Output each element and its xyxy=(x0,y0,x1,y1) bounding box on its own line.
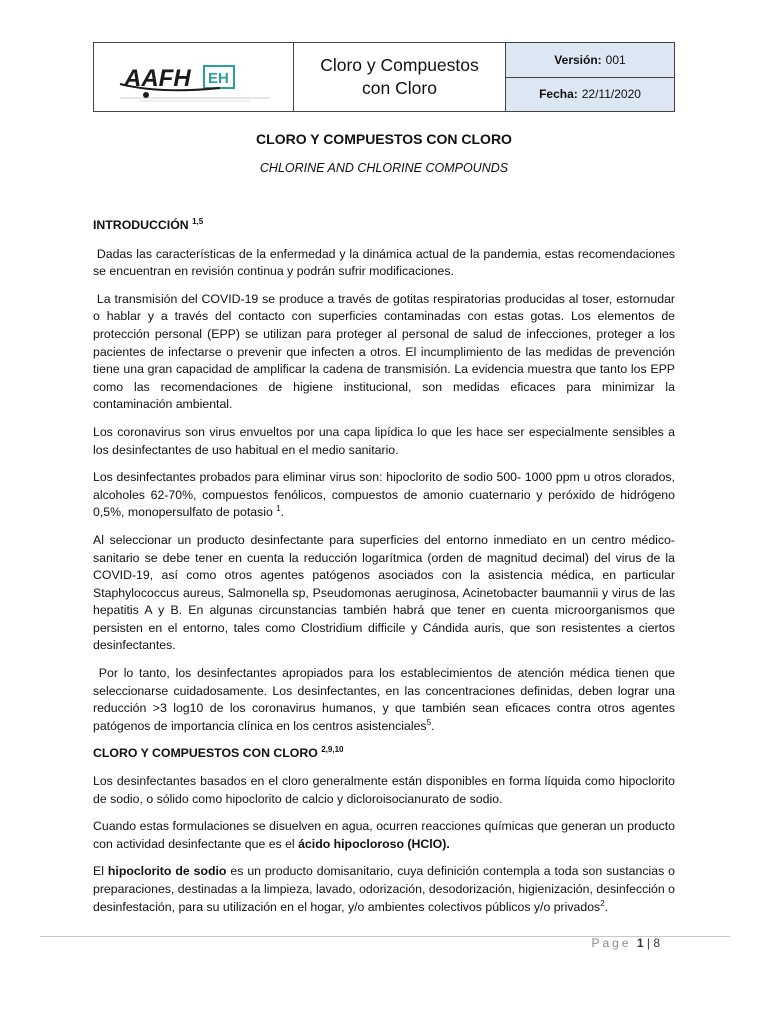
current-page: 1 xyxy=(636,936,644,950)
intro-heading: INTRODUCCIÓN $^{1,5}$ xyxy=(93,216,204,232)
p4-ref: 1 xyxy=(276,504,281,514)
document-title: CLORO Y COMPUESTOS CON CLORO xyxy=(256,131,512,147)
document-body xyxy=(93,217,675,926)
document-subtitle: CHLORINE AND CHLORINE COMPOUNDS xyxy=(259,161,509,175)
aafh-logo xyxy=(100,48,288,106)
chlorine-heading: CLORO Y COMPUESTOS CON CLORO $^{2,9,10}$ xyxy=(93,745,344,761)
hclo-term: ácido hipocloroso (HClO). xyxy=(298,836,450,851)
version-value: 001 xyxy=(605,52,626,67)
logo-cell xyxy=(94,43,294,111)
logo-text: AAFH xyxy=(124,65,191,92)
date-value: 22/11/2020 xyxy=(581,87,641,102)
document-header xyxy=(93,42,675,112)
paragraph-4: Los desinfectantes probados para eliminar virus son: hipoclorito de sodio 500- 1000 ppm u otros clorados, alcoholes 62-70%, compuestos fenólicos, compuestos de amonio cuaternario y peróxido de hidrógeno 0,5%, monopersulfato de potasio $^1$. xyxy=(93,470,675,520)
page-word: Page xyxy=(591,936,632,950)
paragraph-1: Dadas las características de la enfermedad y la dinámica actual de la pandemia, estas recomendaciones se encuentran en revisión continua y podrán sufrir modificaciones. xyxy=(93,246,675,279)
date-label: Fecha: xyxy=(539,87,578,102)
intro-ref: 1,5 xyxy=(192,216,204,226)
page-separator: | xyxy=(646,936,650,950)
paragraph-7: Los desinfectantes basados en el cloro generalmente están disponibles en forma líquida como hipoclorito de sodio, o sólido como hipoclorito de calcio y dicloroisocianurato de sodio. xyxy=(93,774,675,806)
logo-badge-text: EH xyxy=(208,70,229,87)
p6-ref: 5 xyxy=(426,717,432,727)
chlorine-ref: 2,9,10 xyxy=(321,745,344,755)
version-row xyxy=(506,43,674,78)
version-label: Versión: xyxy=(554,52,602,67)
logo-dot xyxy=(143,92,149,98)
header-meta xyxy=(506,43,674,111)
date-row xyxy=(506,78,674,112)
paragraph-3: Los coronavirus son virus envueltos por una capa lipídica lo que les hace ser especialmente sensibles a los desinfectantes de uso habitual en el medio sanitario. xyxy=(93,424,675,457)
p9-ref: 2 xyxy=(600,898,605,908)
paragraph-8: Cuando estas formulaciones se disuelven en agua, ocurren reacciones químicas que generan un producto con actividad desinfectante que es el ácido hipocloroso (HClO). xyxy=(93,819,675,851)
paragraph-6: Por lo tanto, los desinfectantes apropiados para los establecimientos de atención médica tienen que seleccionarse cuidadosamente. Los desinfectantes, en las concentraciones definidas, deben lograr una reducción >3 log10 de los coronavirus humanos, y que también sean eficaces contra otros agentes patógenos de importancia clínica en los centros asistenciales$^5$. xyxy=(93,666,675,733)
paragraph-2: La transmisión del COVID-19 se produce a través de gotitas respiratorias producidas al toser, estornudar o hablar y a través del contacto con superficies contaminadas con estas gotas. Los elementos de protección personal (EPP) se utilizan para proteger al personal de salud de infecciones, proteger a los pacientes de infectarse o prevenir que infecten a otros. El incumplimiento de las medidas de prevención tiene una gran capacidad de amplificar la cadena de transmisión. La evidencia muestra que tanto los EPP como las recomendaciones de higiene institucional, son medidas eficaces para minimizar la contaminación ambiental. xyxy=(93,291,676,412)
total-pages: 8 xyxy=(653,936,660,950)
paragraph-5: Al seleccionar un producto desinfectante para superficies del entorno inmediato en un centro médico-sanitario se debe tener en cuenta la reducción logarítmica (orden de magnitud decimal) del virus de la COVID-19, así como otros agentes patógenos asociados con la asistencia médica, en particular Staphylococcus aureus, Salmonella sp, Pseudomonas aeruginosa, Acinetobacter baumannii y virus de las hepatitis A y B. En algunas circunstancias también habrá que tener en cuenta microorganismos que persisten en el entorno, tales como Clostridium difficile y Cándida auris, que son resistentes a ciertos desinfectantes. xyxy=(93,532,675,653)
logo-graphic xyxy=(100,48,288,106)
page-number xyxy=(591,936,660,950)
paragraph-9: El hipoclorito de sodio es un producto domisanitario, cuya definición contempla a toda son sustancias o preparaciones, destinadas a la limpieza, lavado, odorización, desodorización, higienización, desinfección o desinfestación, para su utilización en el hogar, y/o ambientes colectivos públicos y/o privados$^2$. xyxy=(93,864,676,914)
sodium-hypochlorite-term: hipoclorito de sodio xyxy=(107,864,227,879)
header-title: Cloro y Compuestos con Cloro xyxy=(294,43,506,111)
